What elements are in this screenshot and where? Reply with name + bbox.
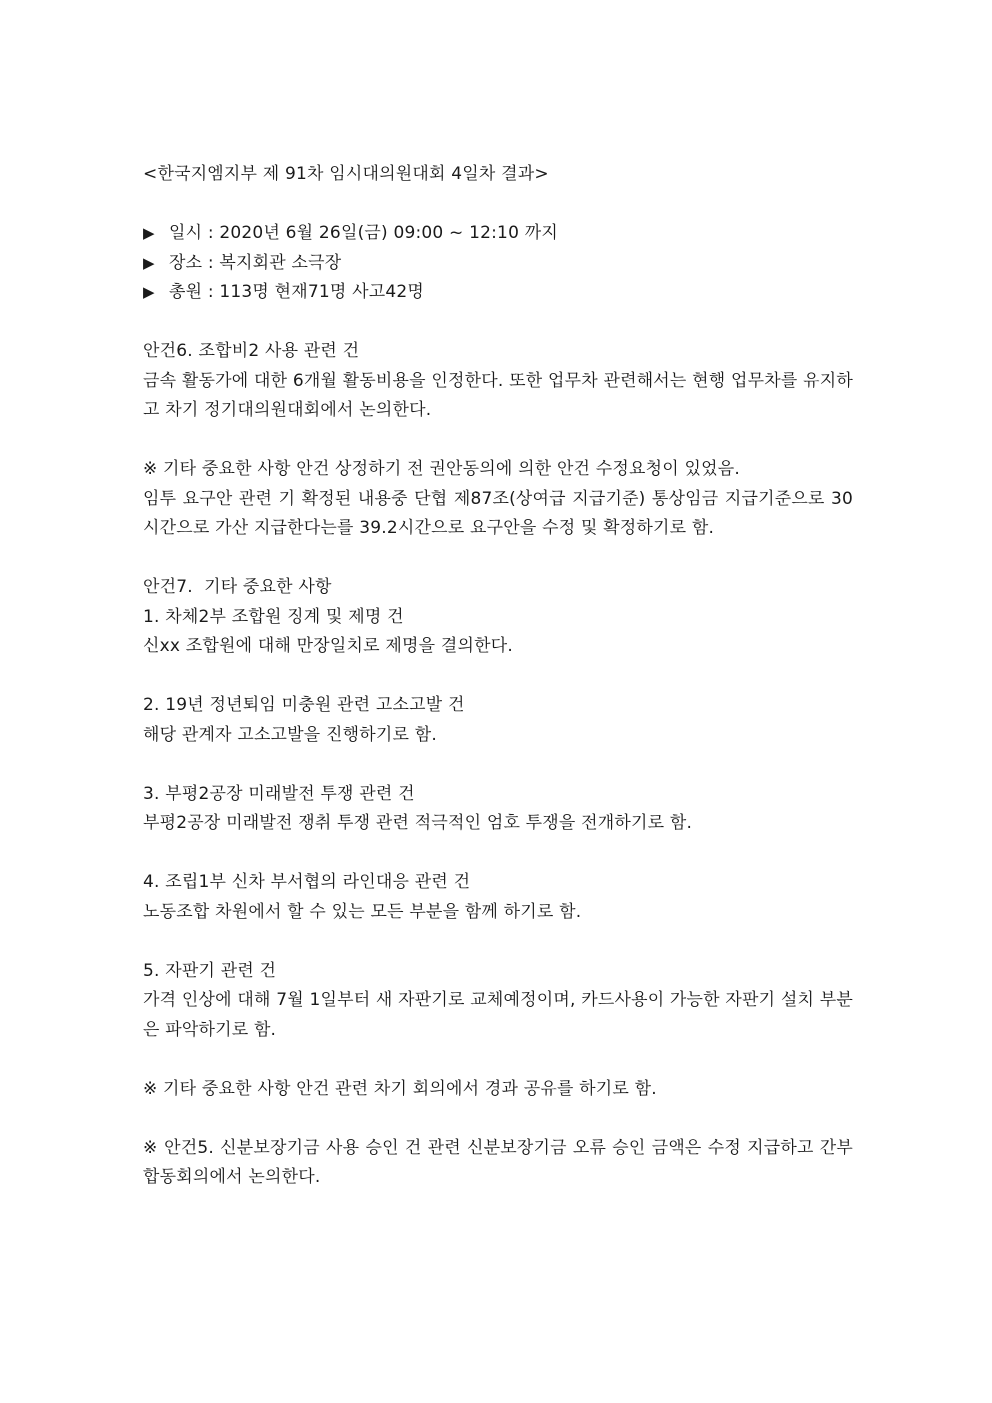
agenda7-item-title: 4. 조립1부 신차 부서협의 라인대응 관련 건 — [143, 872, 471, 892]
agenda7-item-title: 3. 부평2공장 미래발전 투쟁 관련 건 — [143, 783, 415, 804]
agenda7-item-body: 신xx 조합원에 대해 만장일치로 제명을 결의한다. — [143, 636, 513, 656]
bullet-icon: ▶ — [143, 253, 155, 272]
document-title: <한국지엠지부 제 91차 임시대의원대회 4일차 결과> — [143, 164, 549, 184]
agenda6-heading: 안건6. 조합비2 사용 관련 건 — [143, 341, 360, 361]
bullet-icon: ▶ — [143, 224, 155, 242]
agenda7-item-title: 1. 차체2부 조합원 징계 및 제명 건 — [143, 606, 404, 627]
note-followup: ※ 기타 중요한 사항 안건 관련 차기 회의에서 경과 공유를 하기로 함. — [143, 1078, 657, 1099]
agenda7-item-body: 가격 인상에 대해 7월 1일부터 새 자판기로 교체예정이며, 카드사용이 가능한 자판기 설치 부분은 파악하기로 함. — [143, 990, 853, 1040]
agenda7-heading: 안건7. 기타 중요한 사항 — [143, 577, 332, 597]
info-item-place: ▶ 장소 : 복지회관 소극장 — [143, 249, 853, 279]
agenda6-body: 금속 활동가에 대한 6개월 활동비용을 인정한다. 또한 업무차 관련해서는 현행 업무차를 유지하고 차기 정기대의원대회에서 논의한다. — [143, 370, 853, 420]
info-item-date: ▶ 일시 : 2020년 6월 26일(금) 09:00 ~ 12:10 까지 — [143, 219, 853, 249]
agenda7-item-title: 2. 19년 정년퇴임 미충원 관련 고소고발 건 — [143, 695, 465, 715]
info-item-attendance: ▶ 총원 : 113명 현재71명 사고42명 — [143, 278, 853, 308]
note-revision-request: ※ 기타 중요한 사항 안건 상정하기 전 권안동의에 의한 안건 수정요청이 있었음. — [143, 459, 740, 479]
bullet-icon: ▶ — [143, 283, 155, 301]
agenda7-item-body: 해당 관계자 고소고발을 진행하기로 함. — [143, 724, 437, 745]
document-page — [143, 160, 853, 1193]
agenda7-item-body: 부평2공장 미래발전 쟁취 투쟁 관련 적극적인 엄호 투쟁을 전개하기로 함. — [143, 813, 693, 833]
agenda7-item-body: 노동조합 차원에서 할 수 있는 모든 부분을 함께 하기로 함. — [143, 901, 582, 922]
note-agenda5: ※ 안건5. 신분보장기금 사용 승인 건 관련 신분보장기금 오류 승인 금액은 수정 지급하고 간부합동회의에서 논의한다. — [143, 1137, 853, 1187]
note-revision-body: 임투 요구안 관련 기 확정된 내용중 단협 제87조(상여급 지급기준) 통상임금 지급기준으로 30시간으로 가산 지급한다는를 39.2시간으로 요구안을 수정 및 확정하기로 함. — [143, 488, 853, 538]
agenda7-item-title: 5. 자판기 관련 건 — [143, 960, 277, 981]
